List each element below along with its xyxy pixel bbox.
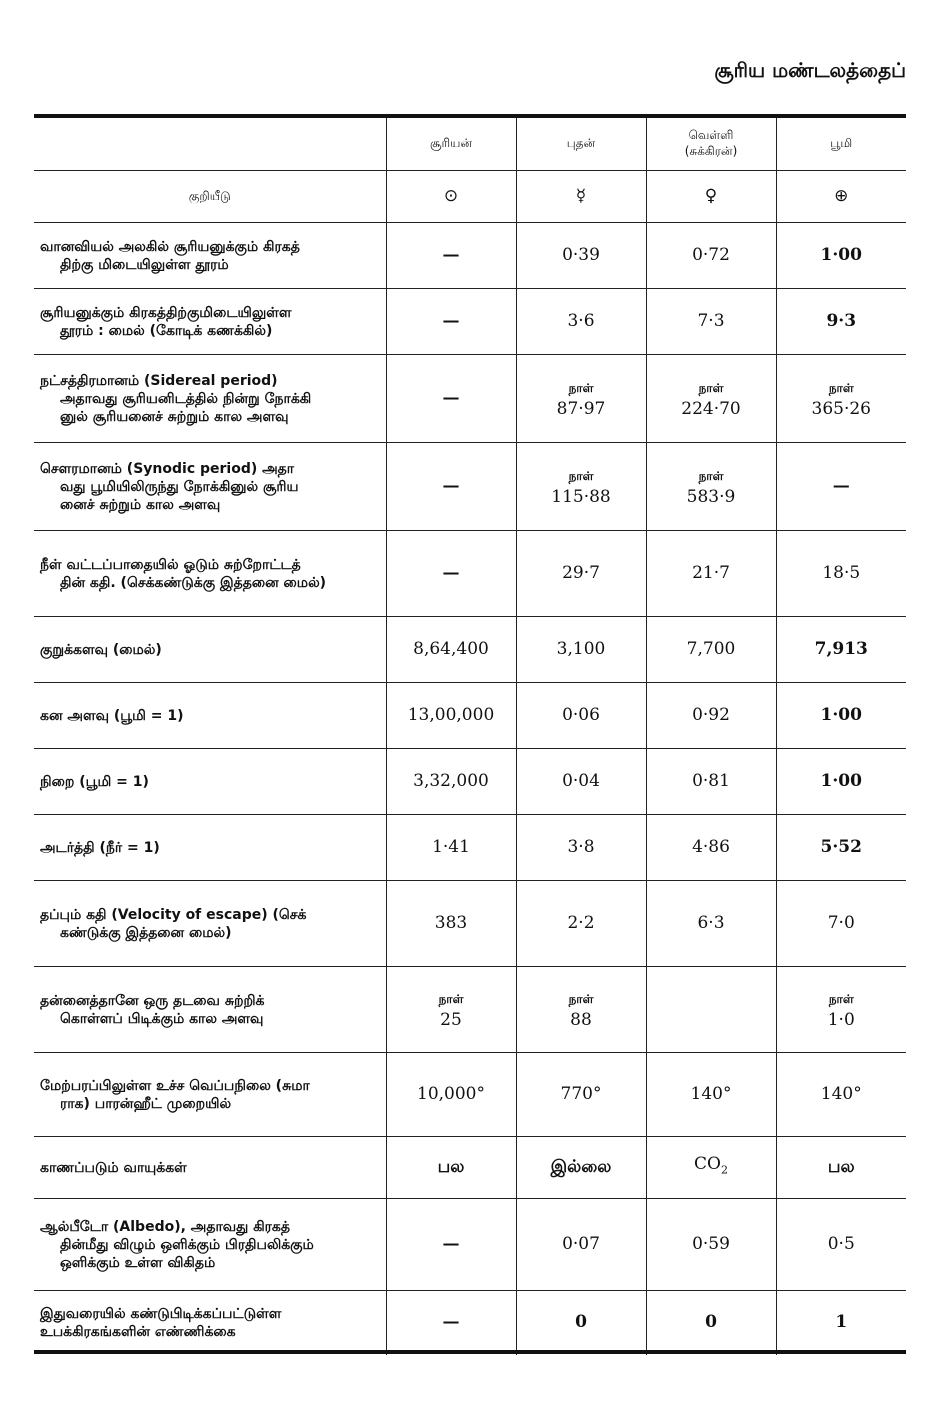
row-label: [34, 749, 386, 815]
row-label: [34, 617, 386, 683]
unit-label: நாள்: [568, 380, 594, 395]
row-label: [34, 1137, 386, 1199]
row-label-line: தன்னைத்தானே ஒரு தடவை சுற்றிக்: [40, 992, 265, 1009]
row-label-line: மேற்பரப்பிலுள்ள உச்ச வெப்பநிலை (சுமா: [40, 1077, 310, 1094]
mercury-symbol-icon: ☿: [516, 171, 646, 223]
table-row: [34, 1053, 906, 1137]
running-head: சூரிய மண்டலத்தைப்: [714, 58, 906, 82]
venus-symbol-icon: ♀: [646, 171, 776, 223]
row-label: [34, 531, 386, 617]
row-label-line: கொள்ளப் பிடிக்கும் கால அளவு: [60, 1010, 264, 1027]
value-text: 1·0: [827, 1009, 855, 1030]
sun-symbol-icon: ⊙: [386, 171, 516, 223]
table-row: [34, 289, 906, 355]
sun-value: 3,32,000: [386, 749, 516, 815]
venus-value: [646, 355, 776, 443]
sun-value: —: [386, 531, 516, 617]
value-text: 365·26: [811, 398, 871, 419]
venus-value: 140°: [646, 1053, 776, 1137]
earth-value: 1·00: [776, 223, 906, 289]
row-label: [34, 815, 386, 881]
venus-value: 0: [646, 1291, 776, 1355]
earth-value: —: [776, 443, 906, 531]
earth-value: 1: [776, 1291, 906, 1355]
row-label-line: வது பூமியிலிருந்து நோக்கினுல் சூரிய: [60, 478, 299, 495]
value-text: 88: [570, 1009, 592, 1030]
earth-value: [776, 355, 906, 443]
row-label-line: சூரியனுக்கும் கிரகத்திற்குமிடையிலுள்ள: [40, 304, 292, 321]
mercury-value: 3·6: [516, 289, 646, 355]
co2-formula: CO: [694, 1154, 721, 1175]
venus-value: 0·59: [646, 1199, 776, 1291]
row-label-line: அதாவது சூரியனிடத்தில் நின்று நோக்கி: [60, 390, 312, 407]
mercury-value: 3,100: [516, 617, 646, 683]
earth-value: 7,913: [776, 617, 906, 683]
sun-value: —: [386, 1291, 516, 1355]
table-row: [34, 749, 906, 815]
row-label: [34, 683, 386, 749]
row-label-line: தப்பும் கதி (Velocity of escape) (செக்: [40, 906, 307, 923]
symbol-row: [34, 171, 906, 223]
row-label-line: கன அளவு (பூமி = 1): [40, 707, 184, 724]
table-row: [34, 881, 906, 967]
unit-label: நாள்: [698, 468, 724, 483]
table-row: [34, 355, 906, 443]
header-blank: [34, 118, 386, 171]
row-label-line: நிறை (பூமி = 1): [40, 773, 149, 790]
header-venus: [646, 118, 776, 171]
table-row: [34, 1137, 906, 1199]
header-mercury: புதன்: [516, 118, 646, 171]
mercury-value: [516, 967, 646, 1053]
table-row: [34, 1291, 906, 1355]
row-label: [34, 223, 386, 289]
unit-label: நாள்: [568, 991, 594, 1006]
row-label-line: திற்கு மிடையிலுள்ள தூரம்: [60, 256, 229, 273]
earth-value: 0·5: [776, 1199, 906, 1291]
row-label: [34, 967, 386, 1053]
row-label-line: குறுக்களவு (மைல்): [40, 641, 162, 658]
earth-value: 140°: [776, 1053, 906, 1137]
value-text: 87·97: [556, 398, 606, 419]
sun-value: —: [386, 1199, 516, 1291]
unit-label: நாள்: [438, 991, 464, 1006]
unit-label: நாள்: [568, 468, 594, 483]
mercury-value: 0·06: [516, 683, 646, 749]
value-text: 224·70: [681, 398, 741, 419]
earth-value: 18·5: [776, 531, 906, 617]
row-label-line: ஒளிக்கும் உள்ள விகிதம்: [60, 1254, 216, 1271]
venus-value: 6·3: [646, 881, 776, 967]
symbol-row-label: குறியீடு: [34, 171, 386, 223]
earth-value: [776, 967, 906, 1053]
header-venus-name: வெள்ளி: [688, 128, 734, 142]
sun-value: [386, 967, 516, 1053]
table-row: [34, 617, 906, 683]
venus-value: 21·7: [646, 531, 776, 617]
row-label: [34, 1199, 386, 1291]
row-label-line: ராக) பாரன்ஹீட் முறையில்: [60, 1095, 232, 1112]
venus-value: 7,700: [646, 617, 776, 683]
row-label: [34, 1291, 386, 1355]
header-row: [34, 118, 906, 171]
row-label-line: ஆல்பீடோ (Albedo), அதாவது கிரகத்: [40, 1218, 290, 1235]
earth-value: பல: [776, 1137, 906, 1199]
row-label-line: நட்சத்திரமானம் (Sidereal period): [40, 372, 278, 389]
earth-value: 5·52: [776, 815, 906, 881]
venus-value: 4·86: [646, 815, 776, 881]
mercury-value: 0: [516, 1291, 646, 1355]
mercury-value: இல்லை: [516, 1137, 646, 1199]
header-venus-alt-name: (சுக்கிரன்): [684, 144, 738, 158]
mercury-value: [516, 355, 646, 443]
row-label-line: தின் கதி. (செக்கண்டுக்கு இத்தனை மைல்): [60, 574, 327, 591]
sun-value: 10,000°: [386, 1053, 516, 1137]
sun-value: —: [386, 289, 516, 355]
row-label-line: னைச் சுற்றும் கால அளவு: [60, 496, 221, 513]
sun-value: —: [386, 355, 516, 443]
row-label-line: நீள் வட்டப்பாதையில் ஓடும் சுற்றோட்டத்: [40, 556, 301, 573]
row-label: [34, 443, 386, 531]
table-row: [34, 223, 906, 289]
mercury-value: 770°: [516, 1053, 646, 1137]
row-label: [34, 289, 386, 355]
row-label-line: இதுவரையில் கண்டுபிடிக்கப்பட்டுள்ள: [40, 1305, 282, 1322]
sun-value: 383: [386, 881, 516, 967]
earth-value: 9·3: [776, 289, 906, 355]
mercury-value: 0·07: [516, 1199, 646, 1291]
sun-value: பல: [386, 1137, 516, 1199]
row-label-line: காணப்படும் வாயுக்கள்: [40, 1159, 187, 1176]
row-label: [34, 355, 386, 443]
value-text: 583·9: [686, 486, 736, 507]
sun-value: 13,00,000: [386, 683, 516, 749]
row-label-line: உபக்கிரகங்களின் எண்ணிக்கை: [40, 1323, 236, 1340]
row-label-line: னுல் சூரியனைச் சுற்றும் கால அளவு: [60, 408, 289, 425]
earth-symbol-icon: ⊕: [776, 171, 906, 223]
table-row: [34, 967, 906, 1053]
venus-value: 7·3: [646, 289, 776, 355]
row-label-line: அடர்த்தி (நீர் = 1): [40, 839, 160, 856]
value-text: 115·88: [551, 486, 611, 507]
earth-value: 7·0: [776, 881, 906, 967]
table-row: [34, 815, 906, 881]
mercury-value: 29·7: [516, 531, 646, 617]
sun-value: 1·41: [386, 815, 516, 881]
mercury-value: [516, 443, 646, 531]
co2-subscript: 2: [720, 1163, 728, 1177]
row-label-line: சௌரமானம் (Synodic period) அதா: [40, 460, 295, 477]
earth-value: 1·00: [776, 683, 906, 749]
solar-system-table: [34, 118, 906, 1355]
unit-label: நாள்: [828, 380, 854, 395]
mercury-value: 0·04: [516, 749, 646, 815]
row-label: [34, 881, 386, 967]
table-row: [34, 1199, 906, 1291]
venus-value: 0·81: [646, 749, 776, 815]
venus-value: [646, 1137, 776, 1199]
sun-value: 8,64,400: [386, 617, 516, 683]
mercury-value: 2·2: [516, 881, 646, 967]
bottom-rule: [34, 1350, 906, 1354]
mercury-value: 3·8: [516, 815, 646, 881]
mercury-value: 0·39: [516, 223, 646, 289]
venus-value: 0·72: [646, 223, 776, 289]
row-label-line: வானவியல் அலகில் சூரியனுக்கும் கிரகத்: [40, 238, 300, 255]
table-row: [34, 443, 906, 531]
venus-value: 0·92: [646, 683, 776, 749]
earth-value: 1·00: [776, 749, 906, 815]
row-label-line: தின்மீது விழும் ஒளிக்கும் பிரதிபலிக்கும்: [60, 1236, 314, 1253]
unit-label: நாள்: [828, 991, 854, 1006]
header-earth: பூமி: [776, 118, 906, 171]
sun-value: —: [386, 443, 516, 531]
venus-value: [646, 443, 776, 531]
row-label-line: கண்டுக்கு இத்தனை மைல்): [60, 924, 232, 941]
table-row: [34, 683, 906, 749]
table-row: [34, 531, 906, 617]
unit-label: நாள்: [698, 380, 724, 395]
header-sun: சூரியன்: [386, 118, 516, 171]
sun-value: —: [386, 223, 516, 289]
row-label-line: தூரம் : மைல் (கோடிக் கணக்கில்): [60, 322, 273, 339]
venus-value: [646, 967, 776, 1053]
value-text: 25: [440, 1009, 462, 1030]
row-label: [34, 1053, 386, 1137]
